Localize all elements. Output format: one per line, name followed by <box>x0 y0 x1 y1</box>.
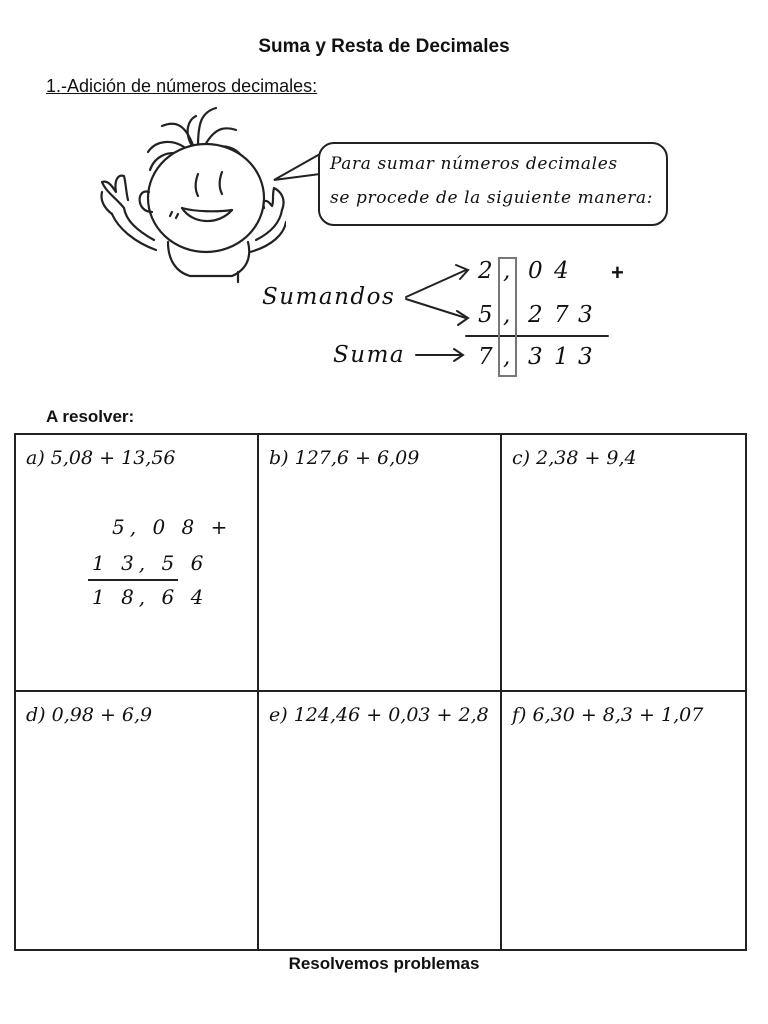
exercise-cell-c <box>502 435 745 692</box>
exercise-cell-f <box>502 692 745 949</box>
bubble-line-2: se procede de la siguiente manera: <box>330 188 654 208</box>
suma-label: Suma <box>333 342 406 368</box>
row2-integer-digit: 5 <box>478 302 493 328</box>
exercise-cell-a <box>16 435 259 692</box>
exercise-e <box>269 704 489 726</box>
exercise-label: c) <box>512 447 531 469</box>
result-decimal-comma: , <box>503 344 511 370</box>
exercise-a <box>26 447 176 469</box>
worked-line-1: 5, 0 8 + <box>112 515 233 539</box>
resolve-heading: A resolver: <box>46 407 135 426</box>
exercise-f <box>512 704 703 726</box>
page-title: Suma y Resta de Decimales <box>258 36 510 57</box>
exercise-expression: 6,30 + 8,3 + 1,07 <box>532 704 704 726</box>
result-integer-digit: 7 <box>478 344 493 370</box>
exercise-grid <box>14 433 747 951</box>
section-heading-addition: 1.-Adición de números decimales: <box>46 76 318 96</box>
worked-line-2: 1 3, 5 6 <box>92 551 209 575</box>
exercise-cell-b <box>259 435 502 692</box>
result-decimal-digit-1: 3 <box>528 344 543 370</box>
exercise-cell-d <box>16 692 259 949</box>
worked-line-3: 1 8, 6 4 <box>92 585 209 609</box>
exercise-c <box>512 447 637 469</box>
row1-decimal-comma: , <box>503 258 511 284</box>
exercise-expression: 2,38 + 9,4 <box>536 447 637 469</box>
exercise-expression: 124,46 + 0,03 + 2,8 <box>293 704 489 726</box>
exercise-d <box>26 704 152 726</box>
row2-decimal-digit-2: 7 <box>554 302 569 328</box>
exercise-expression: 127,6 + 6,09 <box>294 447 420 469</box>
footer-heading: Resolvemos problemas <box>288 954 480 973</box>
bubble-line-1: Para sumar números decimales <box>330 154 618 174</box>
row2-decimal-digit-1: 2 <box>528 302 543 328</box>
exercise-label: d) <box>26 704 46 726</box>
row1-decimal-digit-2: 4 <box>554 258 569 284</box>
sumandos-label: Sumandos <box>262 284 396 310</box>
exercise-label: f) <box>512 704 527 726</box>
exercise-label: b) <box>269 447 289 469</box>
exercise-expression: 5,08 + 13,56 <box>50 447 176 469</box>
row1-decimal-digit-1: 0 <box>528 258 543 284</box>
result-decimal-digit-2: 1 <box>554 344 569 370</box>
row1-integer-digit: 2 <box>478 258 493 284</box>
exercise-cell-e <box>259 692 502 949</box>
row2-decimal-comma: , <box>503 302 511 328</box>
plus-sign: + <box>611 260 624 285</box>
result-decimal-digit-3: 3 <box>578 344 593 370</box>
row2-decimal-digit-3: 3 <box>578 302 593 328</box>
exercise-label: a) <box>26 447 45 469</box>
exercise-expression: 0,98 + 6,9 <box>51 704 153 726</box>
exercise-label: e) <box>269 704 288 726</box>
worked-sum-rule <box>88 579 178 581</box>
exercise-b <box>269 447 419 469</box>
